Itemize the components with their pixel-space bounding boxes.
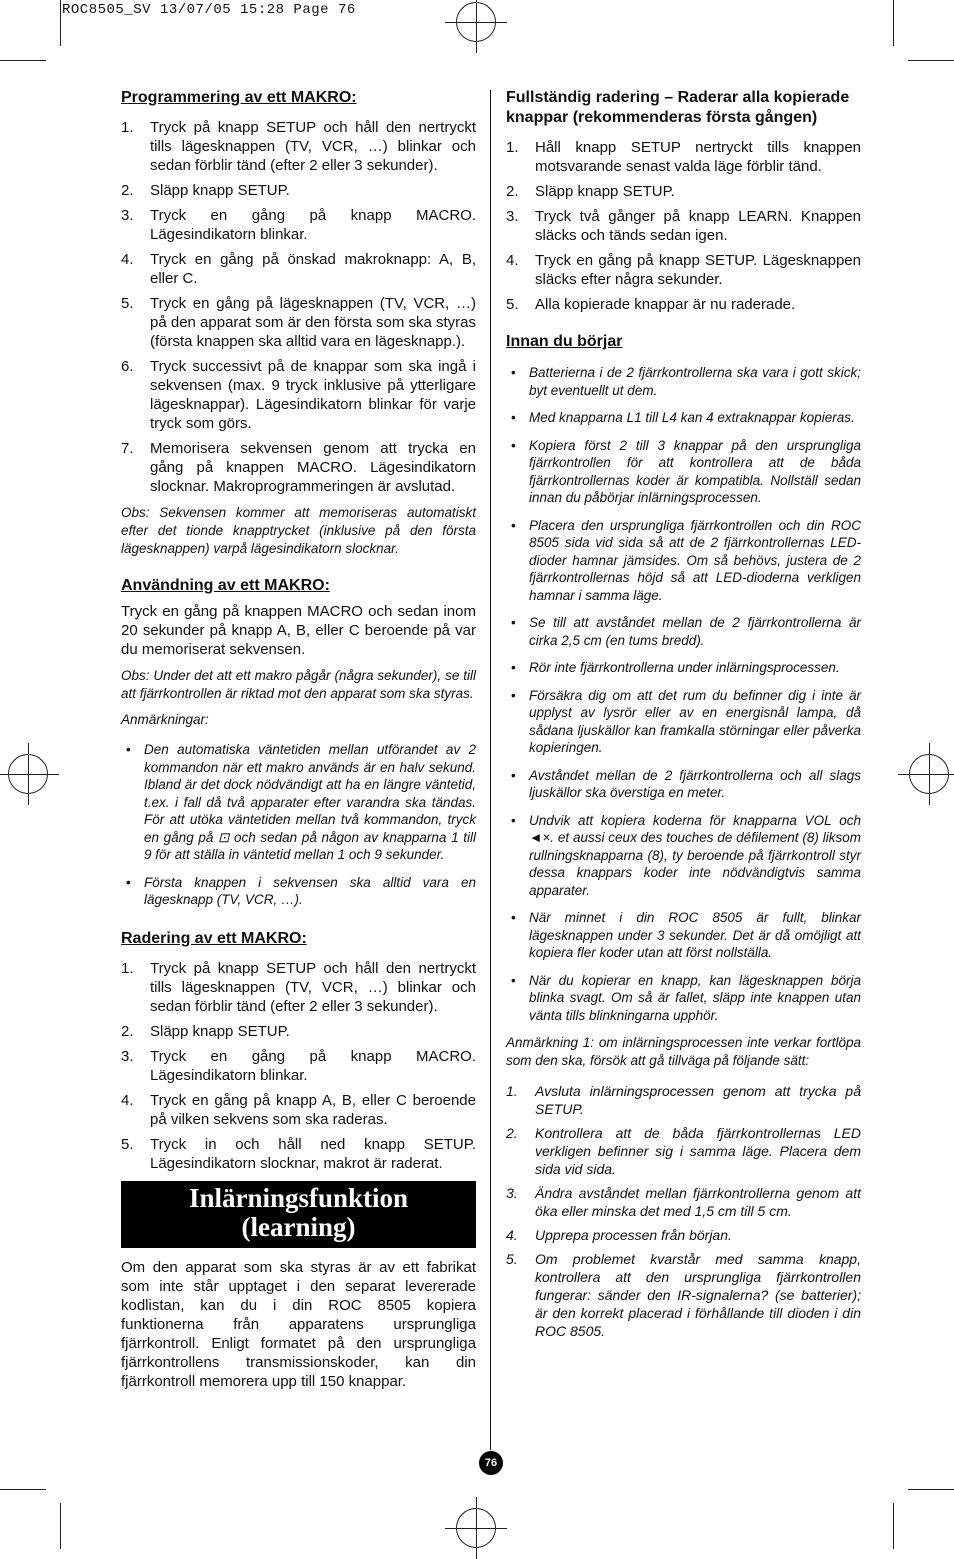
list-item: 3. Tryck en gång på knapp MACRO. Lägesindikatorn blinkar.	[121, 1047, 476, 1084]
list-item: • Första knappen i sekvensen ska alltid vara en lägesknapp (TV, VCR, …).	[121, 874, 476, 909]
crop-mark	[60, 1503, 61, 1549]
list-item: • Batterierna i de 2 fjärrkontrollerna ska vara i gott skick; byt eventuellt ut dem.	[506, 364, 861, 399]
list-item: 1. Avsluta inlärningsprocessen genom att trycka på SETUP.	[506, 1083, 861, 1117]
left-column	[121, 88, 476, 1399]
list-item: 4. Upprepa processen från början.	[506, 1227, 732, 1243]
list-item: • Se till att avståndet mellan de 2 fjärrkontrollerna är cirka 2,5 cm (en tums bredd).	[506, 614, 861, 649]
remark-1: Anmärkning 1: om inlärningsprocessen inte verkar fortlöpa som den ska, försök att gå tillväga på följande sätt:	[506, 1035, 861, 1068]
list-item: 1. Tryck på knapp SETUP och håll den nertryckt tills lägesknappen (TV, VCR, …) blinkar och sedan förblir tänd (efter 2 eller 3 sekunder).	[121, 119, 476, 174]
list-item: • Med knapparna L1 till L4 kan 4 extraknappar kopieras.	[506, 409, 861, 427]
list-item: • Avståndet mellan de 2 fjärrkontrollerna och all slags ljuskällor ska överstiga en meter.	[506, 767, 861, 802]
programming-steps	[121, 118, 476, 496]
list-item: 3. Tryck en gång på knapp MACRO. Lägesindikatorn blinkar.	[121, 207, 476, 243]
learning-banner	[121, 1181, 476, 1248]
list-item: 2. Kontrollera att de båda fjärrkontrollernas LED verkligen befinner sig i samma läge. Placera dem sida vid sida.	[506, 1125, 861, 1177]
list-item: 5. Alla kopierade knappar är nu raderade.	[506, 296, 796, 313]
list-item: 4. Tryck en gång på knapp SETUP. Lägesknappen släcks efter några sekunder.	[506, 252, 861, 288]
troubleshoot-steps	[506, 1082, 861, 1340]
list-item: 6. Tryck successivt på de knappar som ska ingå i sekvensen (max. 9 tryck inklusive på ytterligare lägesknappar). Lägesindikatorn blinkar för varje tryck som görs.	[121, 358, 476, 432]
list-item: 5. Om problemet kvarstår med samma knapp, kontrollera att den ursprungliga fjärrkontrollen fungerar: sänder den IR-signalerna? (se batterier); är den korrekt placerad i förhållande till dioden i din ROC 8505.	[506, 1251, 861, 1339]
registration-mark-icon	[456, 1508, 496, 1548]
list-item: • Undvik att kopiera koderna för knapparna VOL och ◄×. et aussi ceux des touches de défilement (8) liksom rullningsknapparna (8), ty beroende på fjärrkontroll styr dessa knappars koder inte nödvändigtvis samma apparater.	[506, 812, 861, 900]
section-title-deletion: Radering av ett MAKRO:	[121, 929, 307, 947]
crop-mark	[893, 0, 894, 46]
print-slug: ROC8505_SV 13/07/05 15:28 Page 76	[62, 2, 356, 18]
list-item: 1. Tryck på knapp SETUP och håll den nertryckt tills lägesknappen (TV, VCR, …) blinkar och sedan förblir tänd (efter 2 eller 3 sekunder).	[121, 959, 476, 1015]
learning-intro: Om den apparat som ska styras är av ett fabrikat som inte står upptaget i den separat levererade kodlistan, kan du i din ROC 8505 kopiera funktionerna från apparatens ursprungliga fjärrkontroll. Enligt formatet på den ursprungliga fjärrkontrollens transmissionskoder, kan din fjärrkontroll memorera upp till 150 knappar.	[121, 1258, 476, 1390]
list-item: • Kopiera först 2 till 3 knappar på den ursprungliga fjärrkontrollen för att kontrollera att de båda fjärrkontrollernas koder är kompatibla. Nollställ sedan innan du påbörjar inlärningsprocessen.	[506, 437, 861, 507]
crop-mark	[60, 0, 61, 46]
section-title-before: Innan du börjar	[506, 333, 623, 350]
full-erase-steps	[506, 138, 861, 314]
list-item: 4. Tryck en gång på knapp A, B, eller C beroende på vilken sekvens som ska raderas.	[121, 1091, 476, 1128]
crop-mark	[0, 60, 46, 61]
list-item: • Rör inte fjärrkontrollerna under inlärningsprocessen.	[506, 659, 861, 677]
registration-mark-icon	[456, 2, 496, 42]
right-column	[506, 88, 861, 1348]
crop-mark	[908, 1489, 954, 1490]
list-item: • Försäkra dig om att det rum du befinner dig i inte är upplyst av lysrör eller av en energisnål lampa, då sådana ljuskällor kan framkalla störningar eller påverka kopieringen.	[506, 687, 861, 757]
remarks-list	[121, 741, 476, 909]
section-title-programming: Programmering av ett MAKRO:	[121, 89, 357, 106]
list-item: 5. Tryck en gång på lägesknappen (TV, VCR, …) på den apparat som är den första som ska styras (första knappen ska alltid vara en lägesknapp.).	[121, 295, 476, 350]
list-item: 3. Tryck två gånger på knapp LEARN. Knappen släcks och tänds sedan igen.	[506, 208, 861, 244]
list-item: 4. Tryck en gång på önskad makroknapp: A, B, eller C.	[121, 251, 476, 287]
list-item: 1. Håll knapp SETUP nertryckt tills knappen motsvarande senast valda läge förblir tänd.	[506, 139, 861, 175]
usage-text: Tryck en gång på knappen MACRO och sedan inom 20 sekunder på knapp A, B, eller C beroende på var du memoriserat sekvensen.	[121, 603, 476, 658]
usage-note: Obs: Under det att ett makro pågår (några sekunder), se till att fjärrkontrollen är riktad mot den apparat som ska styras.	[121, 668, 476, 701]
programming-note: Obs: Sekvensen kommer att memoriseras automatiskt efter det tionde knapptrycket (inklusive på den första lägesknappen) varpå lägesindikatorn slocknar.	[121, 505, 476, 556]
list-item: • Placera den ursprungliga fjärrkontrollen och din ROC 8505 sida vid sida så att de 2 fjärrkontrollernas LED-dioder hamnar jämsides. Om så behövs, justera de 2 fjärrkontrollernas höjd så att LED-dioderna verkligen hamnar i samma läge.	[506, 517, 861, 605]
section-title-usage: Användning av ett MAKRO:	[121, 577, 330, 594]
crop-mark	[908, 60, 954, 61]
remarks-label: Anmärkningar:	[121, 712, 209, 727]
banner-line: Inlärningsfunktion	[188, 1182, 409, 1213]
crop-mark	[893, 1503, 894, 1549]
page-number: 76	[479, 1451, 503, 1475]
list-item: 7. Memorisera sekvensen genom att trycka en gång på knappen MACRO. Lägesindikatorn slocknar. Makroprogrammeringen är avslutad.	[121, 440, 476, 495]
list-item: • När minnet i din ROC 8505 är fullt, blinkar lägesknappen under 3 sekunder. Det är då omöjligt att kopiera fler koder utan att först nollställa.	[506, 909, 861, 962]
list-item: 2. Släpp knapp SETUP.	[121, 1022, 290, 1040]
list-item: 2. Släpp knapp SETUP.	[121, 182, 290, 199]
registration-mark-icon	[8, 754, 48, 794]
list-item: 5. Tryck in och håll ned knapp SETUP. Lägesindikatorn slocknar, makrot är raderat.	[121, 1135, 476, 1172]
deletion-steps	[121, 959, 476, 1173]
list-item: 3. Ändra avståndet mellan fjärrkontrollerna genom att öka eller minska det med 1,5 cm till 5 cm.	[506, 1185, 861, 1219]
section-title-full-erase: Fullständig radering – Raderar alla kopierade knappar (rekommenderas första gången)	[506, 89, 850, 126]
list-item: 2. Släpp knapp SETUP.	[506, 183, 675, 200]
column-divider	[490, 90, 491, 1450]
list-item: • När du kopierar en knapp, kan lägesknappen börja blinka svagt. Om så är fallet, släpp inte knappen utan vänta tills blinkningarna upphör.	[506, 972, 861, 1025]
crop-mark	[0, 1489, 46, 1490]
before-list	[506, 364, 861, 1024]
list-item: • Den automatiska väntetiden mellan utförandet av 2 kommandon när ett makro används är en halv sekund. Ibland är det dock nödvändigt att ha en längre väntetid, t.ex. i fall då två apparater efter varandra ska tändas. För att utöka väntetiden mellan två kommandon, tryck en gång på ⊡ och sedan på någon av knapparna 1 till 9 för att ställa in väntetid mellan 1 och 9 sekunder.	[121, 741, 476, 864]
registration-mark-icon	[909, 754, 949, 794]
banner-line: (learning)	[241, 1211, 356, 1242]
